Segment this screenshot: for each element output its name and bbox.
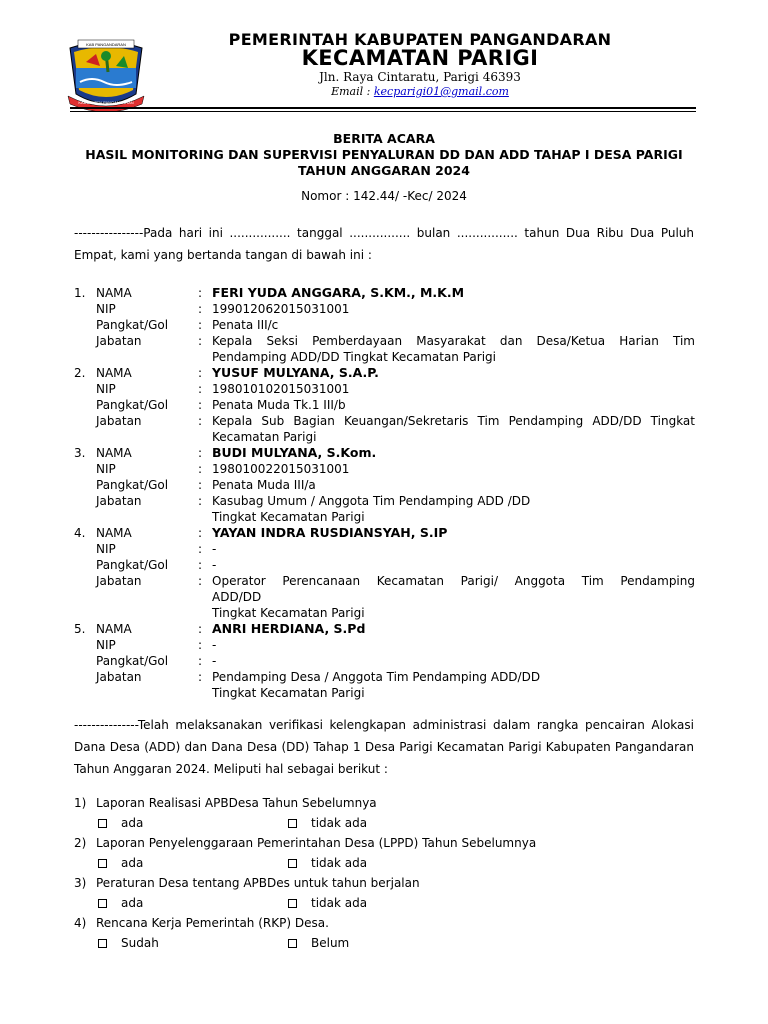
nama-label: NAMA — [96, 446, 132, 460]
logo-text-bottom: KABUPATEN PANGANDARAN — [78, 100, 134, 105]
person-number: 5. — [74, 622, 86, 636]
checklist-item — [0, 916, 768, 956]
document-number: Nomor : 142.44/ -Kec/ 2024 — [301, 189, 467, 203]
person-rank: Penata Muda Tk.1 III/b — [212, 398, 346, 412]
person-name: ANRI HERDIANA, S.Pd — [212, 621, 366, 636]
email-label: Email : — [331, 85, 374, 98]
verification-paragraph: ---------------Telah melaksanakan verifikasi kelengkapan administrasi dalam rangka pencairan Alokasi Dana Desa (ADD) dan Dana Desa (DD) Tahap 1 Desa Parigi Kecamatan Parigi Kabupaten Pangandaran Tahun Anggaran 2024. Meliputi hal sebagai berikut : — [74, 718, 694, 776]
person-nip-row — [0, 381, 768, 397]
colon: : — [198, 334, 203, 348]
person-position: ADD/DD — [212, 590, 262, 604]
person-name: BUDI MULYANA, S.Kom. — [212, 445, 377, 460]
option-label: ada — [121, 896, 144, 910]
person-position-row — [0, 685, 768, 701]
checklist-number: 3) — [74, 876, 87, 890]
person-number: 3. — [74, 446, 86, 460]
person-position: Kepala Sub Bagian Keuangan/Sekretaris Tim Pendamping ADD/DD Tingkat — [212, 414, 695, 428]
pangkat-label: Pangkat/Gol — [96, 478, 169, 492]
colon: : — [198, 366, 203, 380]
colon: : — [198, 494, 203, 508]
person-name-row — [0, 445, 768, 461]
colon: : — [198, 398, 203, 412]
person-position: Pendamping ADD/DD Tingkat Kecamatan Parigi — [212, 350, 496, 364]
option-label: tidak ada — [311, 856, 368, 870]
person-rank: - — [212, 558, 217, 572]
option-yes[interactable] — [98, 896, 143, 910]
document-title: BERITA ACARA — [333, 131, 435, 146]
colon: : — [198, 414, 203, 428]
colon: : — [198, 302, 203, 316]
person-position: Kecamatan Parigi — [212, 430, 317, 444]
nip-label: NIP — [96, 382, 116, 396]
option-no[interactable] — [288, 936, 349, 950]
option-yes[interactable] — [98, 936, 159, 950]
document-year: TAHUN ANGGARAN 2024 — [298, 163, 470, 178]
checkbox[interactable] — [288, 819, 297, 828]
colon: : — [198, 622, 203, 636]
person-number: 1. — [74, 286, 86, 300]
jabatan-label: Jabatan — [96, 414, 142, 428]
colon: : — [198, 654, 203, 668]
pangkat-label: Pangkat/Gol — [96, 318, 169, 332]
nama-label: NAMA — [96, 286, 132, 300]
person-rank: - — [212, 654, 217, 668]
colon: : — [198, 382, 203, 396]
person-nip: 198010022015031001 — [212, 462, 350, 476]
checklist-item — [0, 836, 768, 876]
person-name-row — [0, 365, 768, 381]
government-name: PEMERINTAH KABUPATEN PANGANDARAN — [228, 30, 612, 49]
person-position-row — [0, 349, 768, 365]
colon: : — [198, 462, 203, 476]
person-position-row — [0, 333, 768, 349]
checklist-question: Peraturan Desa tentang APBDes untuk tahun berjalan — [96, 876, 420, 890]
jabatan-label: Jabatan — [96, 670, 142, 684]
jabatan-label: Jabatan — [96, 494, 142, 508]
colon: : — [198, 542, 203, 556]
header-divider-thick — [70, 107, 696, 109]
checkbox[interactable] — [98, 939, 107, 948]
person-number: 4. — [74, 526, 86, 540]
person-position: Tingkat Kecamatan Parigi — [212, 606, 365, 620]
person-nip: 199012062015031001 — [212, 302, 350, 316]
option-label: Belum — [311, 936, 350, 950]
person-name: FERI YUDA ANGGARA, S.KM., M.K.M — [212, 285, 465, 300]
person-name: YAYAN INDRA RUSDIANSYAH, S.IP — [212, 525, 448, 540]
person-nip-row — [0, 637, 768, 653]
person-nip: 198010102015031001 — [212, 382, 350, 396]
district-name: KECAMATAN PARIGI — [301, 46, 539, 70]
person-nip-row — [0, 301, 768, 317]
person-rank: Penata Muda III/a — [212, 478, 316, 492]
opening-paragraph: ----------------Pada hari ini ................ tanggal ................ bulan ................ tahun Dua Ribu Dua Puluh Empat, kami yang bertanda tangan di bawah ini : — [74, 226, 694, 262]
person-nip: - — [212, 542, 217, 556]
document-checklist — [0, 796, 768, 956]
person-name-row — [0, 621, 768, 637]
person-number: 2. — [74, 366, 86, 380]
nip-label: NIP — [96, 638, 116, 652]
nip-label: NIP — [96, 462, 116, 476]
email-link[interactable]: kecparigi01@gmail.com — [373, 85, 509, 98]
person-rank-row — [0, 477, 768, 493]
option-label: ada — [121, 816, 144, 830]
person-name: YUSUF MULYANA, S.A.P. — [212, 365, 379, 380]
checkbox[interactable] — [98, 819, 107, 828]
person-position-row — [0, 605, 768, 621]
person-position-row — [0, 573, 768, 589]
option-no[interactable] — [288, 816, 367, 830]
checkbox[interactable] — [98, 859, 107, 868]
person-position: Kepala Seksi Pemberdayaan Masyarakat dan Desa/Ketua Harian Tim — [212, 334, 695, 348]
checklist-question: Rencana Kerja Pemerintah (RKP) Desa. — [96, 916, 329, 930]
person-position-row — [0, 413, 768, 429]
checkbox[interactable] — [288, 899, 297, 908]
checklist-question: Laporan Realisasi APBDesa Tahun Sebelumnya — [96, 796, 377, 810]
option-no[interactable] — [288, 896, 367, 910]
checklist-item — [0, 796, 768, 836]
email-line — [150, 85, 690, 98]
person-position: Pendamping Desa / Anggota Tim Pendamping ADD/DD — [212, 670, 541, 684]
pangkat-label: Pangkat/Gol — [96, 398, 169, 412]
person-rank: Penata III/c — [212, 318, 279, 332]
person-position: Tingkat Kecamatan Parigi — [212, 686, 365, 700]
person-name-row — [0, 285, 768, 301]
checkbox[interactable] — [98, 899, 107, 908]
document-subtitle: HASIL MONITORING DAN SUPERVISI PENYALURAN DD DAN ADD TAHAP I DESA PARIGI — [85, 147, 683, 162]
colon: : — [198, 478, 203, 492]
pangkat-label: Pangkat/Gol — [96, 654, 169, 668]
colon: : — [198, 638, 203, 652]
address: Jln. Raya Cintaratu, Parigi 46393 — [319, 70, 521, 84]
nama-label: NAMA — [96, 366, 132, 380]
option-label: tidak ada — [311, 896, 368, 910]
person-position-row — [0, 669, 768, 685]
checklist-item — [0, 876, 768, 916]
checklist-number: 4) — [74, 916, 87, 930]
colon: : — [198, 318, 203, 332]
person-position-row — [0, 429, 768, 445]
checklist-number: 2) — [74, 836, 87, 850]
person-position: Operator Perencanaan Kecamatan Parigi/ Anggota Tim Pendamping — [212, 574, 695, 588]
person-rank-row — [0, 317, 768, 333]
option-no[interactable] — [288, 856, 367, 870]
colon: : — [198, 558, 203, 572]
signatory-list — [0, 285, 768, 701]
person-rank-row — [0, 397, 768, 413]
person-position: Tingkat Kecamatan Parigi — [212, 510, 365, 524]
person-rank-row — [0, 557, 768, 573]
option-yes[interactable] — [98, 856, 143, 870]
option-yes[interactable] — [98, 816, 143, 830]
person-nip-row — [0, 541, 768, 557]
logo-text-top: KAB PANGANDARAN — [86, 42, 126, 47]
colon: : — [198, 286, 203, 300]
person-position-row — [0, 493, 768, 509]
person-position-row — [0, 589, 768, 605]
colon: : — [198, 446, 203, 460]
nama-label: NAMA — [96, 526, 132, 540]
person-rank-row — [0, 653, 768, 669]
person-nip: - — [212, 638, 217, 652]
checklist-number: 1) — [74, 796, 87, 810]
pangkat-label: Pangkat/Gol — [96, 558, 169, 572]
colon: : — [198, 526, 203, 540]
nip-label: NIP — [96, 542, 116, 556]
header-divider-thin — [70, 111, 696, 112]
option-label: tidak ada — [311, 816, 368, 830]
colon: : — [198, 574, 203, 588]
pangandaran-logo — [66, 38, 146, 112]
option-label: Sudah — [121, 936, 159, 950]
colon: : — [198, 670, 203, 684]
person-nip-row — [0, 461, 768, 477]
checkbox[interactable] — [288, 939, 297, 948]
checklist-question: Laporan Penyelenggaraan Pemerintahan Desa (LPPD) Tahun Sebelumnya — [96, 836, 537, 850]
person-position-row — [0, 509, 768, 525]
nama-label: NAMA — [96, 622, 132, 636]
checkbox[interactable] — [288, 859, 297, 868]
nip-label: NIP — [96, 302, 116, 316]
person-name-row — [0, 525, 768, 541]
jabatan-label: Jabatan — [96, 574, 142, 588]
jabatan-label: Jabatan — [96, 334, 142, 348]
option-label: ada — [121, 856, 144, 870]
person-position: Kasubag Umum / Anggota Tim Pendamping ADD /DD — [212, 494, 531, 508]
